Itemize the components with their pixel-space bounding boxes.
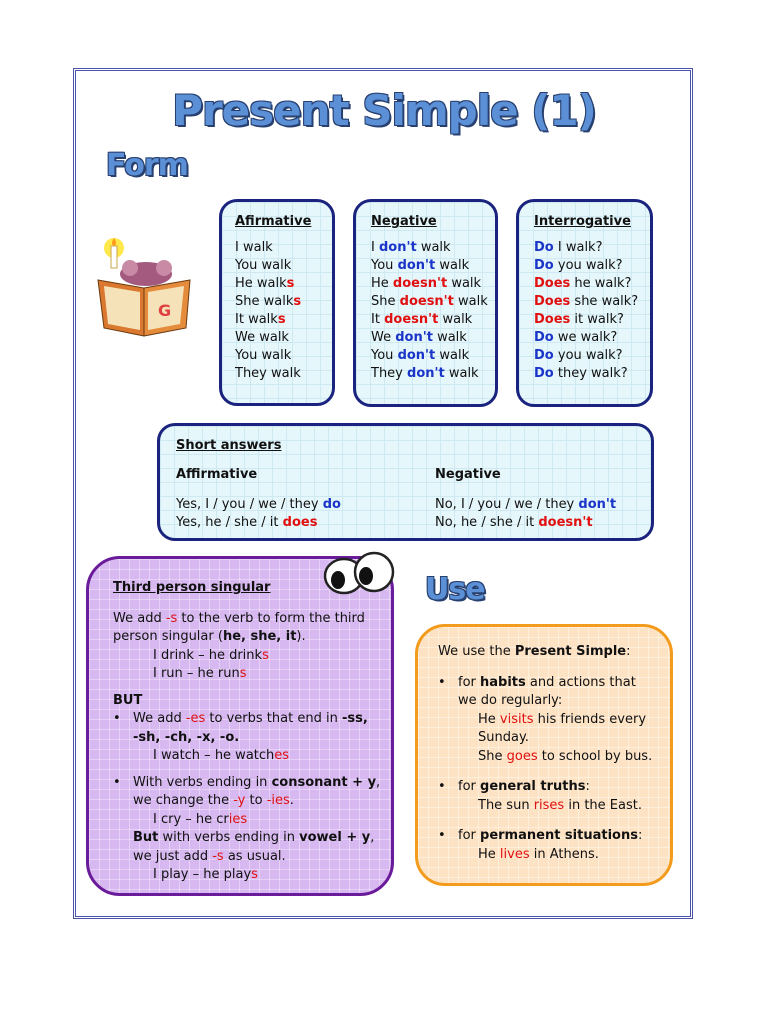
negative-row: They don't walk (371, 366, 479, 381)
use-bullet: • for permanent situations: (438, 827, 670, 846)
tp-line: we change the -y to -ies. (133, 793, 294, 808)
short-neg-1: No, I / you / we / they don't (435, 497, 617, 512)
svg-text:G: G (158, 301, 172, 320)
negative-row: I don't walk (371, 240, 451, 255)
tp-line: -sh, -ch, -x, -o. (133, 729, 240, 745)
form-heading: Form (106, 148, 188, 183)
use-example: He visits his friends every (478, 711, 647, 727)
book-illustration (94, 236, 198, 338)
negative-row: You don't walk (371, 258, 470, 273)
interrogative-row: Does it walk? (534, 312, 624, 327)
affirmative-row: They walk (235, 366, 301, 381)
negative-row: It doesn't walk (371, 312, 473, 327)
use-example: Sunday. (478, 730, 529, 745)
short-neg-label: Negative (435, 467, 501, 482)
interrogative-row: Do we walk? (534, 330, 618, 345)
use-bullet: • for habits and actions that (438, 674, 670, 693)
affirmative-row: You walk (235, 348, 292, 363)
use-example: He lives in Athens. (478, 846, 599, 862)
tp-line: we just add -s as usual. (133, 848, 286, 864)
use-example: She goes to school by bus. (478, 748, 653, 764)
interrogative-box (516, 199, 653, 407)
negative-row: She doesn't walk (371, 294, 488, 309)
eyes-illustration (322, 546, 396, 598)
short-neg-2: No, he / she / it doesn't (435, 515, 593, 530)
affirmative-row: She walks (235, 294, 302, 309)
interrogative-row: Do you walk? (534, 258, 623, 273)
interrogative-row: Do I walk? (534, 240, 603, 255)
short-answers-box (157, 423, 654, 541)
tp-line: But with verbs ending in vowel + y, (133, 830, 375, 845)
tp-bullet: • We add -es to verbs that end in -ss, (113, 710, 391, 729)
negative-row: You don't walk (371, 348, 470, 363)
tp-but: BUT (113, 692, 143, 708)
use-example: The sun rises in the East. (478, 797, 642, 813)
affirmative-row: It walks (235, 312, 286, 327)
short-aff-1: Yes, I / you / we / they do (176, 497, 341, 512)
tp-example: I drink – he drinks (153, 647, 269, 663)
affirmative-row: You walk (235, 258, 292, 273)
use-intro: We use the Present Simple: (438, 644, 631, 659)
negative-row: He doesn't walk (371, 276, 482, 291)
tp-example: I cry – he cries (153, 811, 248, 827)
tp-example: I watch – he watches (153, 748, 290, 763)
use-heading: Use (425, 572, 485, 607)
tp-line: person singular (he, she, it). (113, 629, 306, 644)
interrogative-row: Does she walk? (534, 294, 639, 309)
affirmative-box (219, 199, 335, 406)
negative-box (353, 199, 498, 407)
affirmative-row: I walk (235, 240, 273, 255)
short-answers-heading: Short answers (176, 438, 282, 453)
interrogative-heading: Interrogative (534, 214, 631, 229)
interrogative-row: Do they walk? (534, 366, 628, 381)
affirmative-heading: Afirmative (235, 214, 312, 229)
affirmative-row: He walks (235, 276, 295, 291)
third-person-box (86, 556, 394, 896)
use-bullet: • for general truths: (438, 778, 670, 797)
negative-heading: Negative (371, 214, 437, 229)
tp-line: We add -s to the verb to form the third (113, 610, 365, 626)
tp-example: I run – he runs (153, 666, 247, 681)
page-title: Present Simple (1) (172, 86, 596, 135)
interrogative-row: Does he walk? (534, 276, 632, 291)
tp-example: I play – he plays (153, 867, 258, 882)
interrogative-row: Do you walk? (534, 348, 623, 363)
use-box (415, 624, 673, 886)
third-person-heading: Third person singular (113, 580, 271, 595)
use-line: we do regularly: (458, 693, 563, 708)
tp-bullet: • With verbs ending in consonant + y, (113, 774, 391, 793)
negative-row: We don't walk (371, 330, 467, 345)
short-aff-label: Affirmative (176, 467, 258, 482)
affirmative-row: We walk (235, 330, 289, 345)
short-aff-2: Yes, he / she / it does (176, 515, 318, 530)
